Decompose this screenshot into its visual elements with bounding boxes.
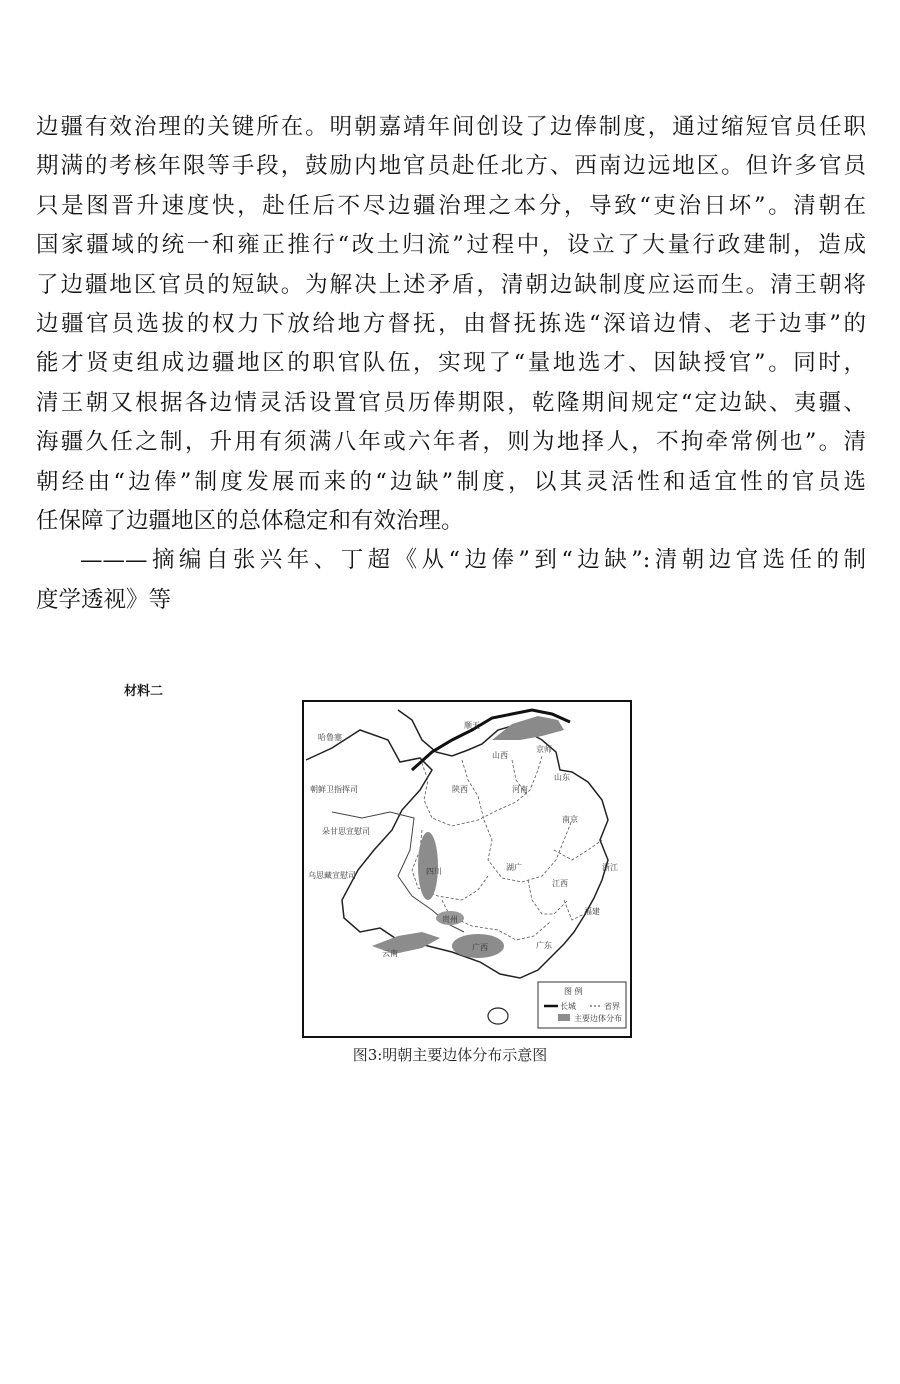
map-label: 朵甘思宣慰司 (322, 827, 370, 836)
map-label: 河南 (512, 785, 528, 794)
map-label: 山西 (492, 751, 508, 760)
legend-title: 图 例 (564, 987, 583, 996)
map-label: 顺天 (464, 721, 480, 730)
map-label: 乌思藏宣慰司 (308, 871, 356, 880)
paragraph-line: 能才贤吏组成边疆地区的职官队伍，实现了“量地选才、因缺授官”。同时， (36, 350, 866, 377)
legend-item: 主要边体分布 (574, 1014, 622, 1023)
map-label: 湖广 (506, 863, 522, 872)
paragraph-line: 边疆有效治理的关键所在。明朝嘉靖年间创设了边俸制度，通过缩短官员任职 (36, 114, 866, 140)
paragraph-line: 期满的考核年限等手段，鼓励内地官员赴任北方、西南边远地区。但许多官员 (36, 153, 866, 180)
map-label: 浙江 (602, 863, 618, 872)
map-label: 广东 (536, 941, 552, 950)
figure-caption: 图3:明朝主要边体分布示意图 (352, 1046, 548, 1064)
map-legend (538, 982, 626, 1028)
map-label: 四川 (426, 867, 442, 876)
map-label: 陕西 (452, 785, 468, 794)
map-label: 江西 (552, 879, 568, 888)
legend-item: 省界 (604, 1002, 620, 1011)
paragraph-line: 国家疆域的统一和雍正推行“改土归流”过程中，设立了大量行政建制，造成 (36, 232, 866, 259)
map-label: 贵州 (442, 915, 458, 924)
paragraph-line: 边疆官员选拔的权力下放给地方督抚，由督抚拣选“深谙边情、老于边事”的 (36, 310, 866, 337)
legend-item: 长城 (560, 1002, 576, 1011)
border-zone-sichuan (418, 832, 438, 900)
paragraph-line: 清王朝又根据各边情灵活设置官员历俸期限，乾隆期间规定“定边缺、夷疆、 (36, 389, 866, 416)
map-label: 朝鲜卫指挥司 (310, 785, 358, 794)
map-label: 山东 (554, 773, 570, 782)
paragraph-line: 任保障了边疆地区的总体稳定和有效治理。 (36, 507, 464, 534)
paragraph-line: 朝经由“边俸”制度发展而来的“边缺”制度，以其灵活性和适宜性的官员选 (36, 468, 866, 495)
citation-line: 度学透视》等 (36, 586, 172, 613)
map-label: 京师 (536, 745, 552, 754)
paragraph-line: 海疆久任之制，升用有须满八年或六年者，则为地择人，不拘牵常例也”。清 (36, 429, 866, 456)
citation-line: ———摘编自张兴年、丁超《从“边俸”到“边缺”:清朝边官选任的制 (80, 547, 866, 574)
map-label: 福建 (584, 907, 600, 916)
map-label: 南京 (562, 815, 578, 824)
body-paragraph (36, 108, 866, 620)
map-label: 广西 (472, 943, 488, 952)
ming-border-map (302, 700, 632, 1038)
map-label: 云南 (382, 949, 398, 958)
material-label: 材料二 (124, 684, 164, 699)
paragraph-line: 了边疆地区官员的短缺。为解决上述矛盾，清朝边缺制度应运而生。清王朝将 (36, 271, 866, 298)
paragraph-line: 只是图晋升速度快，赴任后不尽边疆治理之本分，导致“吏治日坏”。清朝在 (36, 192, 866, 219)
map-label: 哈鲁塞 (318, 733, 342, 742)
